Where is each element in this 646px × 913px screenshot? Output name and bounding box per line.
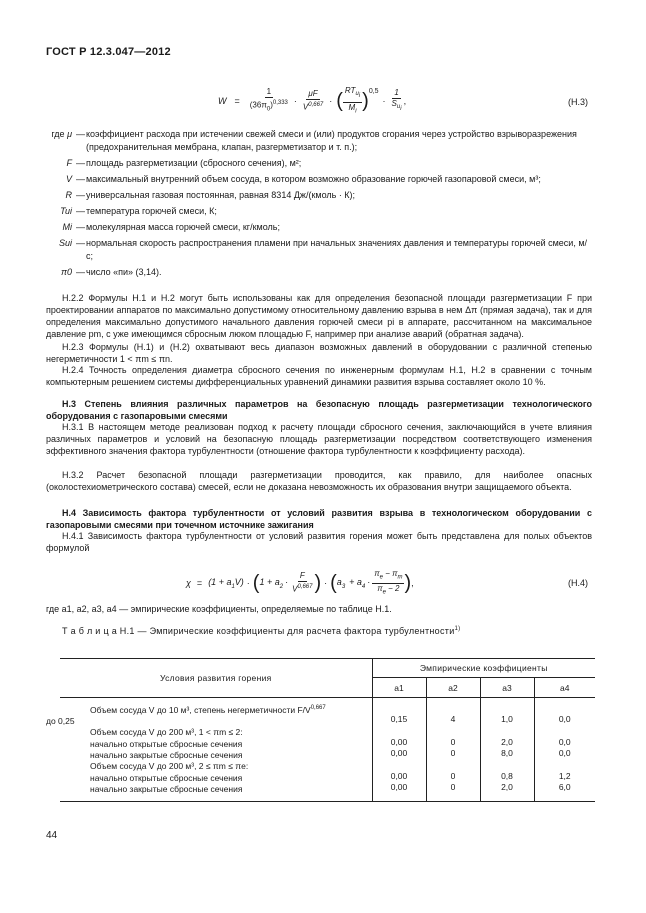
formula-lhs: W (218, 96, 227, 106)
row-text: Объем сосуда V до 200 м³, 1 < πm ≤ 2: (90, 727, 243, 738)
section-h3-title (46, 398, 592, 422)
formula-dot: · (329, 96, 333, 106)
formula-h4 (186, 566, 566, 600)
paragraph-text: Н.2.3 Формулы (Н.1) и (Н.2) охватывают весь диапазон возможных давлений в оборудовании с различной степенью негерметичности 1 < πm ≤ πn. (46, 342, 592, 364)
formula-dot: · (324, 578, 328, 588)
formula-power: 0,5 (368, 87, 379, 95)
definition-item (46, 173, 594, 186)
frac-num: F (299, 571, 305, 581)
a1-value: 0,00 (390, 770, 408, 781)
definition-text: максимальный внутренний объем сосуда, в котором возможно образование горючей газопаровой смеси, м³; (86, 174, 541, 184)
paren-right: ) (362, 89, 369, 112)
definition-text: площадь разгерметизации (сбросного сечения), м²; (86, 158, 302, 168)
col-a4-header: a4 (534, 678, 595, 698)
row-text: начально открытые сбросные сечения (90, 772, 243, 783)
a4-value: 6,0 (558, 782, 571, 793)
den-sup: 0,333 (272, 100, 288, 107)
frac-den (290, 582, 314, 595)
den-sub: 0 (266, 106, 271, 113)
definition-symbol: Tui (60, 206, 72, 216)
a4-value: 0,0 (558, 748, 571, 759)
paren-right: ) (314, 571, 322, 594)
definition-dash: — (76, 174, 85, 184)
formula-fraction-f (290, 571, 314, 595)
table-caption (62, 626, 460, 636)
row-text-main: Объем сосуда V до 10 м³, степень негерметичности F/V (90, 704, 311, 715)
den-sup: 0,667 (308, 102, 324, 109)
frac-den (375, 584, 401, 598)
definition-item (46, 237, 594, 263)
formula-eq: = (196, 578, 203, 588)
paren-left: ( (252, 571, 260, 594)
definition-item (46, 205, 594, 218)
formula-fraction-g (372, 569, 404, 597)
col-coeffs-header: Эмпирические коэффициенты (372, 659, 595, 678)
den-sup: 0,667 (297, 584, 313, 591)
a4-value (535, 759, 596, 770)
part-sub: 3 (341, 583, 346, 590)
a3-value: 0,8 (501, 770, 513, 781)
formula-fraction-4 (390, 88, 404, 115)
frac-num: μF (308, 89, 318, 99)
den-sub: i (355, 108, 357, 115)
definition-text: нормальная скорость распространения пламени при начальных значениях давления и температуры горючей смеси, м/с; (86, 238, 588, 261)
a2-value: 4 (450, 714, 456, 725)
row-text: начально закрытые сбросные сечения (90, 783, 243, 794)
den-sub (396, 104, 402, 113)
row-text-cont: до 0,25 (46, 716, 75, 727)
a4-value: 0,0 (558, 714, 571, 725)
formula-dot: · (246, 578, 250, 588)
a4-cell (534, 698, 595, 802)
paragraph-h24 (46, 364, 592, 388)
section-title-text: Н.4 Зависимость фактора турбулентности от условий развития взрыва в технологическом оборудовании с газопаровыми смесями при точечном источнике зажигания (46, 508, 592, 530)
part-sub: 2 (279, 583, 284, 590)
den-text: S (391, 98, 397, 108)
num-sub: e (379, 574, 383, 581)
a2-value: 0 (450, 782, 456, 793)
a4-value: 1,2 (558, 770, 571, 781)
frac-den (347, 103, 359, 117)
definition-text: число «пи» (3,14). (86, 267, 162, 277)
frac-num: 1 (394, 87, 399, 97)
part-text: 1 + a (259, 576, 280, 587)
a4-value: 0,0 (558, 736, 571, 747)
paragraph-text: Н.3.1 В настоящем методе реализован подход к расчету площади сбросного сечения, заключающийся в учете влияния различных параметров и условий на безопасную площадь разгерметизации посредством соответствующего изменения эффективного значения фактора турбулентности (отношение фактора турбулентности к коэффициенту расхода). (46, 422, 592, 456)
formula-part-3 (337, 577, 372, 590)
formula-h4-number: (Н.4) (568, 578, 588, 588)
formula-part-2 (259, 577, 290, 590)
num-text: π (374, 568, 380, 578)
definition-dash: — (76, 190, 85, 200)
definition-text: универсальная газовая постоянная, равная 8314 Дж/(кмоль · К); (86, 190, 356, 200)
paren-right: ) (404, 571, 412, 594)
part-dot: · (367, 576, 371, 587)
num-sub2: m (397, 574, 403, 581)
definition-text: коэффициент расхода при истечении свежей смеси и (или) продуктов сгорания через устройство взрыворазрежения (предохранительная мембрана, клапан, разгерметизатор и т. п.); (86, 129, 577, 152)
col-a2-header: a2 (426, 678, 480, 698)
num-sub-text: u (355, 91, 359, 98)
a3-value (481, 759, 534, 770)
definition-symbol: F (66, 158, 72, 168)
den-text: (36π (249, 101, 267, 111)
den-subsub: i (400, 106, 402, 113)
page-number: 44 (46, 830, 58, 841)
num-text: RT (344, 85, 356, 95)
table-caption-text: Т а б л и ц а Н.1 — Эмпирические коэффициенты для расчета фактора турбулентности (62, 626, 455, 636)
row-text: Объем сосуда V до 200 м³, 2 ≤ πm ≤ πe: (90, 761, 249, 772)
definition-item (46, 189, 594, 202)
paragraph-h32 (46, 469, 592, 493)
frac-den (248, 98, 290, 114)
a1-value (373, 759, 426, 770)
num-subsub: i (358, 93, 361, 100)
den-sub: e (382, 589, 386, 596)
a1-value: 0,15 (390, 714, 408, 725)
definition-dash: — (76, 222, 85, 232)
definition-item (46, 128, 594, 154)
a2-value (427, 759, 480, 770)
frac-num (372, 569, 404, 584)
definition-text: молекулярная масса горючей смеси, кг/кмоль; (86, 222, 280, 232)
definition-dash: — (76, 238, 85, 248)
paragraph-h23 (46, 341, 592, 365)
formula-part-1 (208, 577, 244, 590)
paragraph-h22 (46, 292, 592, 340)
a2-value (427, 726, 480, 737)
definition-text: температура горючей смеси, К; (86, 206, 217, 216)
section-title-text: Н.3 Степень влияния различных параметров на безопасную площадь разгерметизации технологического оборудования с газопаровыми смесями (46, 399, 592, 421)
formula-lhs: χ (186, 578, 191, 588)
table-caption-footnote: 1) (454, 626, 461, 632)
col-a3-header: a3 (480, 678, 534, 698)
definition-symbol: μ (67, 129, 72, 139)
a3-value: 2,0 (501, 782, 513, 793)
frac-den (390, 99, 404, 115)
den-sub-text: u (396, 104, 401, 111)
formula-h4-explanation: где a1, a2, a3, a4 — эмпирические коэффициенты, определяемые по таблице Н.1. (46, 604, 392, 614)
part-tail: V) (234, 576, 244, 587)
document-header: ГОСТ Р 12.3.047—2012 (46, 46, 171, 58)
definition-dash: — (76, 267, 85, 277)
paragraph-text: Н.4.1 Зависимость фактора турбулентности от условий развития горения может быть представлена для полых объектов формулой (46, 531, 592, 553)
definition-symbol: R (65, 190, 72, 200)
a3-value: 2,0 (501, 736, 513, 747)
coefficients-table (46, 658, 595, 802)
where-text: где (51, 129, 65, 139)
frac-num (343, 86, 362, 103)
num-mid: − π (382, 568, 398, 578)
frac-num: 1 (266, 87, 272, 97)
paragraph-text: Н.2.4 Точность определения диаметра сбросного сечения по инженерным формулам Н.1, Н.2 в сравнении с точным компьютерным решением системы дифференциальных уравнений динамики развития взрыва составляет около 10 %. (46, 365, 592, 387)
den-text: V (302, 102, 309, 112)
den-text: V (292, 584, 298, 594)
a1-cell (372, 698, 426, 802)
definition-dash: — (76, 129, 85, 139)
part-sub: 4 (361, 583, 366, 590)
row-text-sup: 0,667 (310, 705, 326, 711)
formula-tail: , (411, 578, 414, 588)
paren-left: ( (330, 571, 337, 594)
formula-dot: · (293, 96, 297, 106)
part-text: (1 + a (208, 576, 232, 587)
section-h4-title (46, 507, 592, 531)
formula-fraction-1 (248, 87, 290, 114)
definition-symbol: Mi (62, 222, 72, 232)
den-text: π (377, 583, 383, 593)
paren-left: ( (336, 89, 343, 112)
a1-value: 0,00 (390, 782, 408, 793)
table-header-row (60, 659, 595, 678)
formula-fraction-3 (343, 86, 362, 116)
part-plus: + a (349, 576, 362, 587)
num-sub (355, 91, 361, 100)
formula-dot: · (382, 96, 386, 106)
a3-value: 1,0 (501, 714, 513, 725)
table-row (60, 698, 595, 802)
a2-cell (426, 698, 480, 802)
definition-item (46, 266, 594, 279)
part-text: a (336, 576, 342, 587)
col-conditions-header: Условия развития горения (60, 659, 372, 698)
definition-item (46, 221, 594, 234)
a3-cell (480, 698, 534, 802)
conditions-cell (46, 698, 372, 802)
definitions-list (46, 128, 594, 282)
formula-tail: , (403, 96, 407, 106)
a4-value (535, 726, 596, 737)
den-text: M (348, 102, 356, 112)
row-text (60, 703, 372, 716)
a2-value: 0 (450, 748, 456, 759)
a1-value (373, 726, 426, 737)
formula-eq: = (234, 96, 240, 106)
col-a1-header: a1 (372, 678, 426, 698)
formula-h3 (218, 84, 518, 118)
paragraph-text: Н.3.2 Расчет безопасной площади разгерметизации проводится, как правило, для наиболее опасных (околостехиометрического состава) смесей, если не доказана невозможность их образования внутри защищаемого объекта. (46, 470, 592, 492)
frac-den (301, 100, 325, 113)
a2-value: 0 (450, 770, 456, 781)
den-tail: − 2 (385, 583, 400, 593)
formula-fraction-2 (301, 89, 325, 113)
definition-dash: — (76, 206, 85, 216)
definition-item (46, 157, 594, 170)
paragraph-text: Н.2.2 Формулы Н.1 и Н.2 могут быть использованы как для определения безопасной площади разгерметизации F при проектировании аппаратов по максимально допустимому относительному давлению взрыва в нем Δπ (прямая задача), так и для определения максимально допустимого начального давления горючей смеси pi в аппарате, рассчитанном на максимальное давление pm, с уже имеющимся сбросным люком площадью F, например при анализе аварий (обратная задача). (46, 293, 592, 339)
den-close: ) (270, 101, 273, 111)
definition-symbol: V (65, 174, 72, 184)
where-label (46, 128, 76, 154)
row-text: начально открытые сбросные сечения (90, 738, 243, 749)
paragraph-h31 (46, 421, 592, 457)
paragraph-h41 (46, 530, 592, 554)
part-dot: · (285, 576, 289, 587)
row-text: начально закрытые сбросные сечения (90, 750, 243, 761)
a3-value (481, 726, 534, 737)
a1-value: 0,00 (390, 736, 408, 747)
definition-symbol: Sui (58, 238, 72, 248)
a3-value: 8,0 (501, 748, 513, 759)
a2-value: 0 (450, 736, 456, 747)
part-sub: 1 (231, 583, 235, 590)
definition-symbol: π0 (60, 267, 72, 277)
a1-value: 0,00 (390, 748, 408, 759)
definition-dash: — (76, 158, 85, 168)
formula-h3-number: (Н.3) (568, 97, 588, 107)
